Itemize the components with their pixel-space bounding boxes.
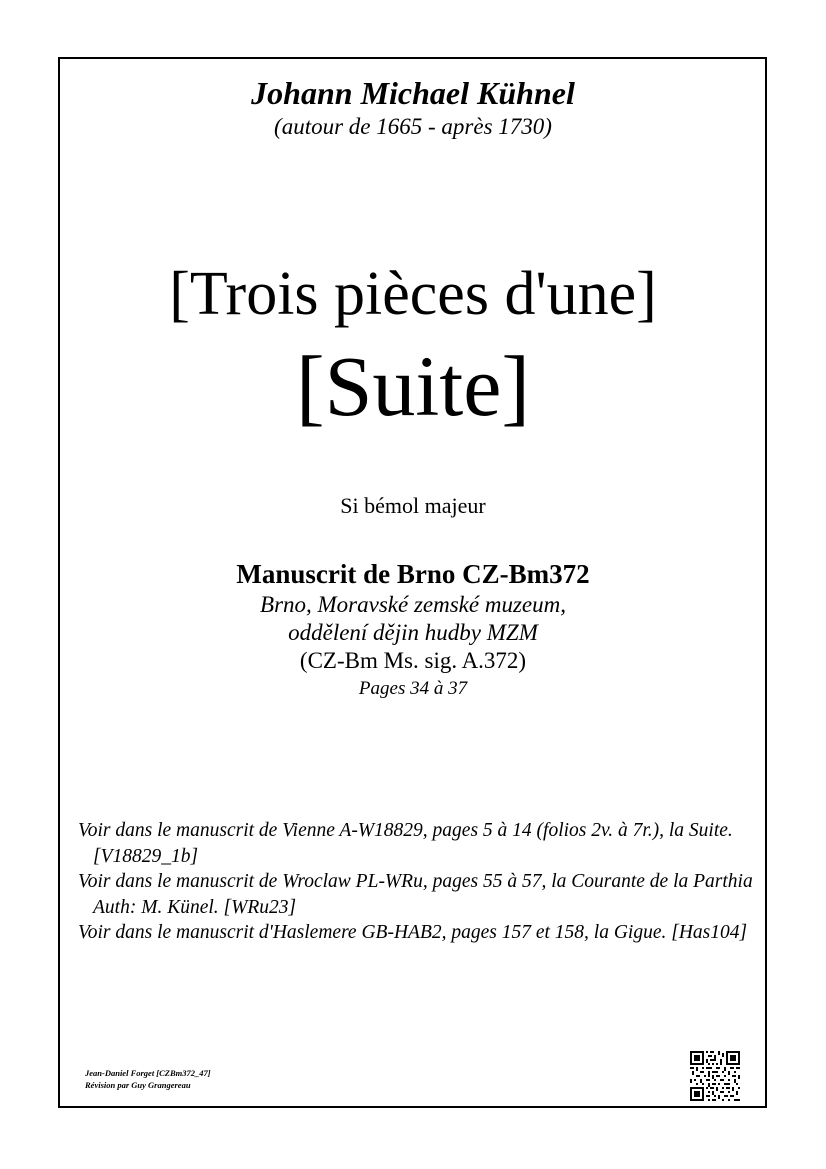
reference-vienne: Voir dans le manuscrit de Vienne A-W18829, pages 5 à 14 (folios 2v. à 7r.), la Suite. [V18829_1b] bbox=[78, 820, 733, 867]
manuscript-location-1: Brno, Moravské zemské muzeum, bbox=[260, 592, 566, 617]
composer-dates: (autour de 1665 - après 1730) bbox=[274, 114, 552, 139]
composer-name: Johann Michael Kühnel bbox=[251, 75, 575, 111]
title-line-1: [Trois pièces d'une] bbox=[169, 260, 657, 328]
reference-wroclaw: Voir dans le manuscrit de Wroclaw PL-WRu, pages 55 à 57, la Courante de la Parthia Auth: M. Künel. [WRu23] bbox=[78, 871, 753, 918]
manuscript-signature: (CZ-Bm Ms. sig. A.372) bbox=[299, 648, 527, 673]
title-line-2: [Suite] bbox=[295, 338, 531, 434]
editor-credit: Jean-Daniel Forget [CZBm372_47] bbox=[85, 1068, 211, 1078]
manuscript-title: Manuscrit de Brno CZ-Bm372 bbox=[236, 559, 590, 589]
revision-credit: Révision par Guy Grangereau bbox=[85, 1080, 191, 1090]
key-signature: Si bémol majeur bbox=[340, 493, 486, 518]
manuscript-location-2: oddělení dějin hudby MZM bbox=[288, 620, 538, 645]
references-block bbox=[78, 818, 768, 946]
manuscript-pages: Pages 34 à 37 bbox=[358, 678, 468, 699]
credits-footer bbox=[85, 1067, 211, 1091]
qr-code-icon bbox=[690, 1051, 740, 1101]
reference-haslemere: Voir dans le manuscrit d'Haslemere GB-HAB2, pages 157 et 158, la Gigue. [Has104] bbox=[78, 922, 748, 943]
